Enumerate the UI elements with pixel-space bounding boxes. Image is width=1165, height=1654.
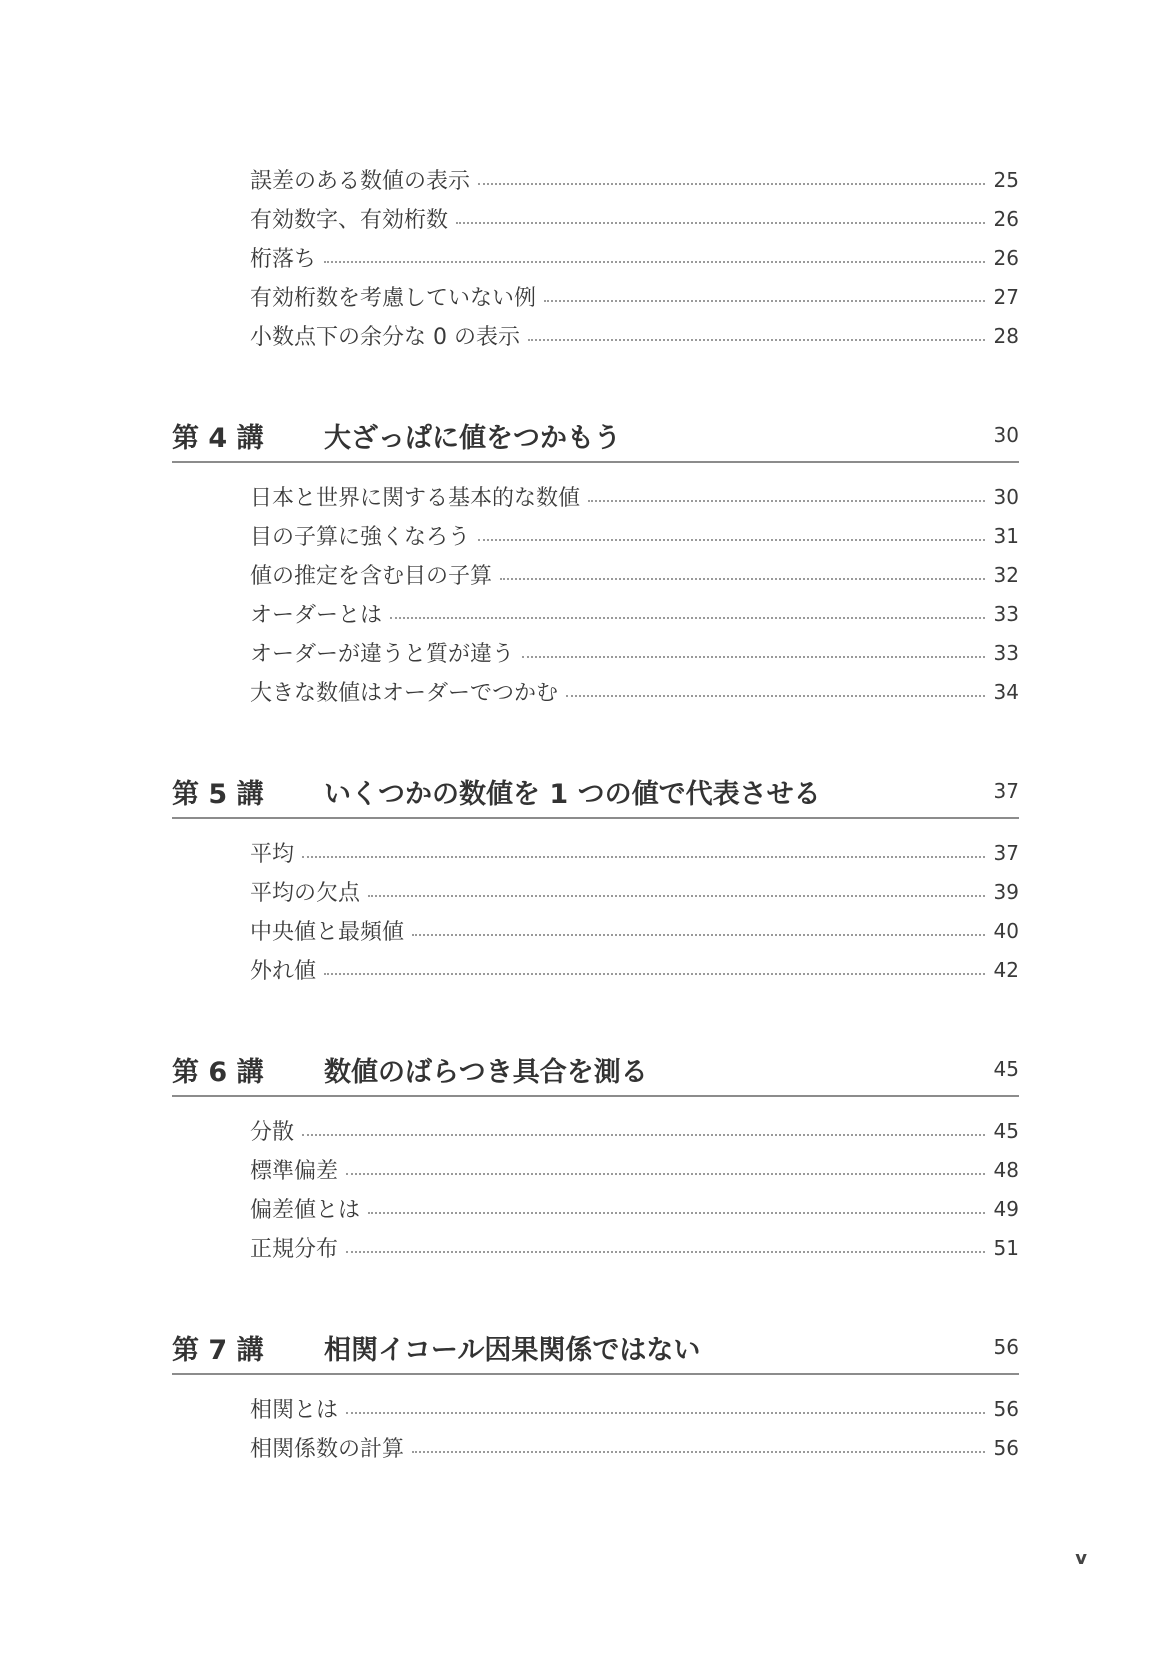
chapter-heading-7[interactable] xyxy=(172,1321,1019,1375)
entry-title: 小数点下の余分な 0 の表示 xyxy=(250,325,520,350)
chapter-title: 数値のばらつき具合を測る xyxy=(324,1056,648,1088)
entry-page-number: 37 xyxy=(993,840,1019,865)
entry-title: 日本と世界に関する基本的な数値 xyxy=(250,486,581,511)
entry-page-number: 25 xyxy=(993,167,1019,192)
chapter-title: 大ざっぱに値をつかもう xyxy=(324,422,621,454)
toc-entry[interactable] xyxy=(250,950,1019,989)
dot-leader xyxy=(478,183,985,185)
chapter-page-number: 45 xyxy=(993,1057,1019,1081)
entry-title: 有効桁数を考慮していない例 xyxy=(250,286,537,311)
dot-leader xyxy=(544,300,985,302)
entry-title: 相関係数の計算 xyxy=(250,1437,405,1462)
toc-entry[interactable] xyxy=(250,594,1019,633)
entry-title: 値の推定を含む目の子算 xyxy=(250,564,493,589)
entry-title: 平均 xyxy=(250,842,295,867)
entry-title: 正規分布 xyxy=(250,1237,339,1262)
dot-leader xyxy=(456,222,985,224)
toc-entry[interactable] xyxy=(250,238,1019,277)
section-list xyxy=(172,1111,1019,1267)
section-list xyxy=(172,833,1019,989)
chapter-label: 第 4 講 xyxy=(172,422,264,454)
entry-page-number: 28 xyxy=(993,323,1019,348)
toc-entry[interactable] xyxy=(250,477,1019,516)
entry-page-number: 30 xyxy=(993,484,1019,509)
entry-title: 目の子算に強くなろう xyxy=(250,525,471,550)
chapter-heading-6[interactable] xyxy=(172,1043,1019,1097)
chapter-page-number: 56 xyxy=(993,1335,1019,1359)
chapter-label: 第 6 講 xyxy=(172,1056,264,1088)
toc-entry[interactable] xyxy=(250,872,1019,911)
dot-leader xyxy=(500,578,985,580)
entry-page-number: 45 xyxy=(993,1118,1019,1143)
dot-leader xyxy=(368,1212,985,1214)
chapter-page-number: 37 xyxy=(993,779,1019,803)
dot-leader xyxy=(522,656,985,658)
entry-title: 偏差値とは xyxy=(250,1198,361,1223)
entry-page-number: 39 xyxy=(993,879,1019,904)
entry-page-number: 26 xyxy=(993,245,1019,270)
entry-page-number: 49 xyxy=(993,1196,1019,1221)
toc-entry[interactable] xyxy=(250,1189,1019,1228)
entry-title: 外れ値 xyxy=(250,959,317,984)
entry-title: オーダーが違うと質が違う xyxy=(250,642,515,667)
dot-leader xyxy=(346,1412,985,1414)
dot-leader xyxy=(412,1451,985,1453)
entry-title: 標準偏差 xyxy=(250,1159,339,1184)
toc-entry[interactable] xyxy=(250,1111,1019,1150)
entry-page-number: 40 xyxy=(993,918,1019,943)
toc-entry[interactable] xyxy=(250,160,1019,199)
dot-leader xyxy=(478,539,985,541)
toc-entry[interactable] xyxy=(250,1150,1019,1189)
toc-entry[interactable] xyxy=(250,911,1019,950)
chapter-label: 第 7 講 xyxy=(172,1334,264,1366)
toc-entry[interactable] xyxy=(250,316,1019,355)
entry-title: 大きな数値はオーダーでつかむ xyxy=(250,681,559,706)
chapter-title: いくつかの数値を 1 つの値で代表させる xyxy=(324,778,821,810)
page-folio: v xyxy=(1075,1548,1087,1569)
entry-page-number: 33 xyxy=(993,601,1019,626)
toc-entry[interactable] xyxy=(250,516,1019,555)
dot-leader xyxy=(324,973,985,975)
toc-entry[interactable] xyxy=(250,1389,1019,1428)
entry-page-number: 33 xyxy=(993,640,1019,665)
entry-page-number: 48 xyxy=(993,1157,1019,1182)
toc-entry[interactable] xyxy=(250,833,1019,872)
dot-leader xyxy=(390,617,985,619)
dot-leader xyxy=(528,339,985,341)
toc-entry[interactable] xyxy=(250,672,1019,711)
entry-page-number: 32 xyxy=(993,562,1019,587)
section-list xyxy=(172,1389,1019,1467)
chapter-label: 第 5 講 xyxy=(172,778,264,810)
entry-title: 平均の欠点 xyxy=(250,881,361,906)
entry-title: 誤差のある数値の表示 xyxy=(250,169,471,194)
dot-leader xyxy=(368,895,985,897)
entry-page-number: 42 xyxy=(993,957,1019,982)
entry-title: オーダーとは xyxy=(250,603,383,628)
toc-entry[interactable] xyxy=(250,633,1019,672)
table-of-contents xyxy=(172,160,1019,1467)
dot-leader xyxy=(346,1251,985,1253)
dot-leader xyxy=(302,1134,985,1136)
dot-leader xyxy=(588,500,985,502)
dot-leader xyxy=(324,261,985,263)
chapter-heading-5[interactable] xyxy=(172,765,1019,819)
entry-title: 桁落ち xyxy=(250,247,317,272)
dot-leader xyxy=(412,934,985,936)
dot-leader xyxy=(302,856,985,858)
entry-title: 分散 xyxy=(250,1120,295,1145)
section-list xyxy=(172,160,1019,355)
chapter-heading-4[interactable] xyxy=(172,409,1019,463)
entry-title: 相関とは xyxy=(250,1398,339,1423)
entry-title: 中央値と最頻値 xyxy=(250,920,405,945)
entry-page-number: 56 xyxy=(993,1435,1019,1460)
entry-page-number: 31 xyxy=(993,523,1019,548)
chapter-title: 相関イコール因果関係ではない xyxy=(324,1334,701,1366)
dot-leader xyxy=(566,695,985,697)
toc-entry[interactable] xyxy=(250,1428,1019,1467)
toc-entry[interactable] xyxy=(250,277,1019,316)
dot-leader xyxy=(346,1173,985,1175)
entry-page-number: 27 xyxy=(993,284,1019,309)
entry-page-number: 56 xyxy=(993,1396,1019,1421)
toc-entry[interactable] xyxy=(250,199,1019,238)
entry-page-number: 26 xyxy=(993,206,1019,231)
section-list xyxy=(172,477,1019,711)
entry-title: 有効数字、有効桁数 xyxy=(250,208,449,233)
entry-page-number: 34 xyxy=(993,679,1019,704)
toc-entry[interactable] xyxy=(250,555,1019,594)
entry-page-number: 51 xyxy=(993,1235,1019,1260)
toc-entry[interactable] xyxy=(250,1228,1019,1267)
chapter-page-number: 30 xyxy=(993,423,1019,447)
